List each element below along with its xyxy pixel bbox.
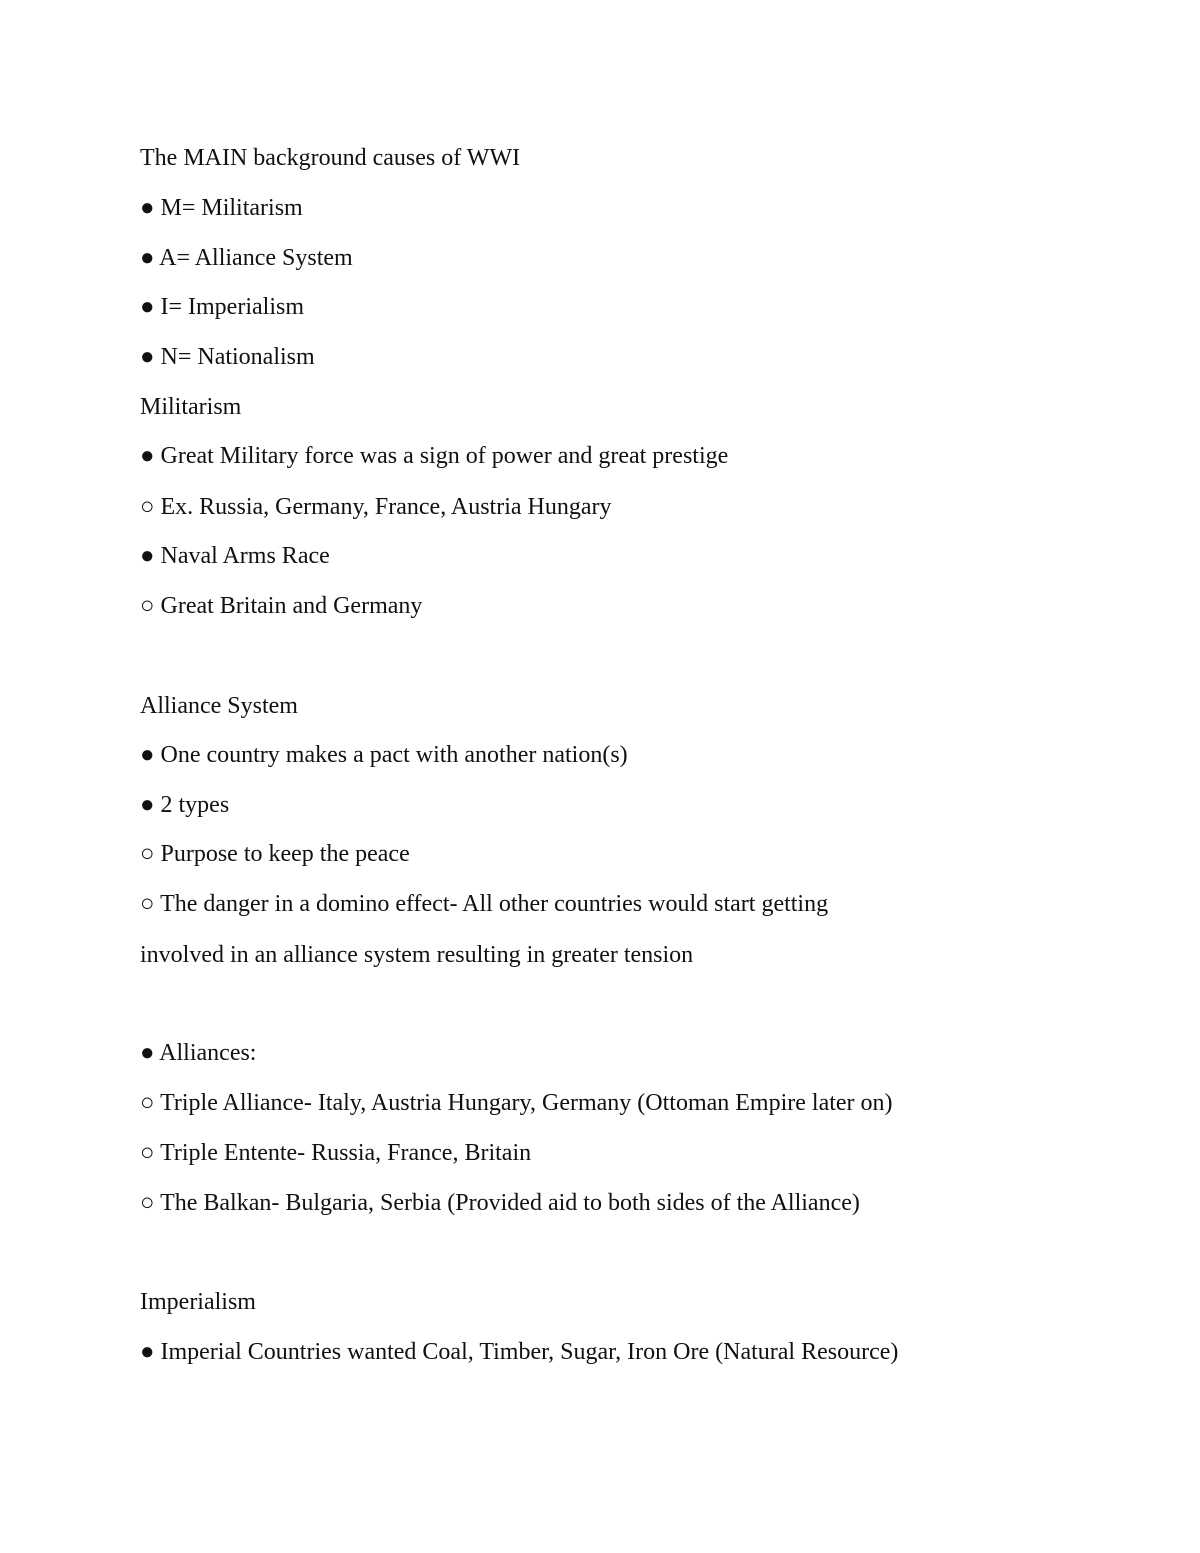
alliance-continuation: involved in an alliance system resulting in greater tension — [140, 942, 694, 968]
imperialism-bullet: ● Imperial Countries wanted Coal, Timber, Sugar, Iron Ore (Natural Resource) — [140, 1339, 899, 1365]
alliance-bullet: ● One country makes a pact with another nation(s) — [140, 742, 628, 768]
acronym-item-imperialism: ● I= Imperialism — [140, 294, 304, 320]
militarism-bullet: ● Naval Arms Race — [140, 543, 330, 569]
militarism-subbullet: ○ Ex. Russia, Germany, France, Austria Hungary — [140, 494, 612, 520]
alliance-subbullet: ○ The danger in a domino effect- All other countries would start getting — [140, 891, 829, 917]
alliance-subbullet: ○ Purpose to keep the peace — [140, 841, 410, 867]
acronym-item-militarism: ● M= Militarism — [140, 195, 303, 221]
section-heading-militarism: Militarism — [140, 394, 242, 420]
militarism-bullet: ● Great Military force was a sign of power and great prestige — [140, 443, 729, 469]
militarism-subbullet: ○ Great Britain and Germany — [140, 593, 423, 619]
alliance-bullet: ● 2 types — [140, 792, 230, 818]
alliances-subbullet-triple-alliance: ○ Triple Alliance- Italy, Austria Hungary, Germany (Ottoman Empire later on) — [140, 1090, 893, 1116]
document-title: The MAIN background causes of WWI — [140, 145, 521, 171]
acronym-item-nationalism: ● N= Nationalism — [140, 344, 315, 370]
alliances-subbullet-balkan: ○ The Balkan- Bulgaria, Serbia (Provided aid to both sides of the Alliance) — [140, 1190, 860, 1216]
section-heading-imperialism: Imperialism — [140, 1289, 256, 1315]
section-heading-alliance-system: Alliance System — [140, 693, 298, 719]
alliances-bullet: ● Alliances: — [140, 1040, 257, 1066]
alliances-subbullet-triple-entente: ○ Triple Entente- Russia, France, Britain — [140, 1140, 532, 1166]
acronym-item-alliance-system: ● A= Alliance System — [140, 245, 353, 271]
